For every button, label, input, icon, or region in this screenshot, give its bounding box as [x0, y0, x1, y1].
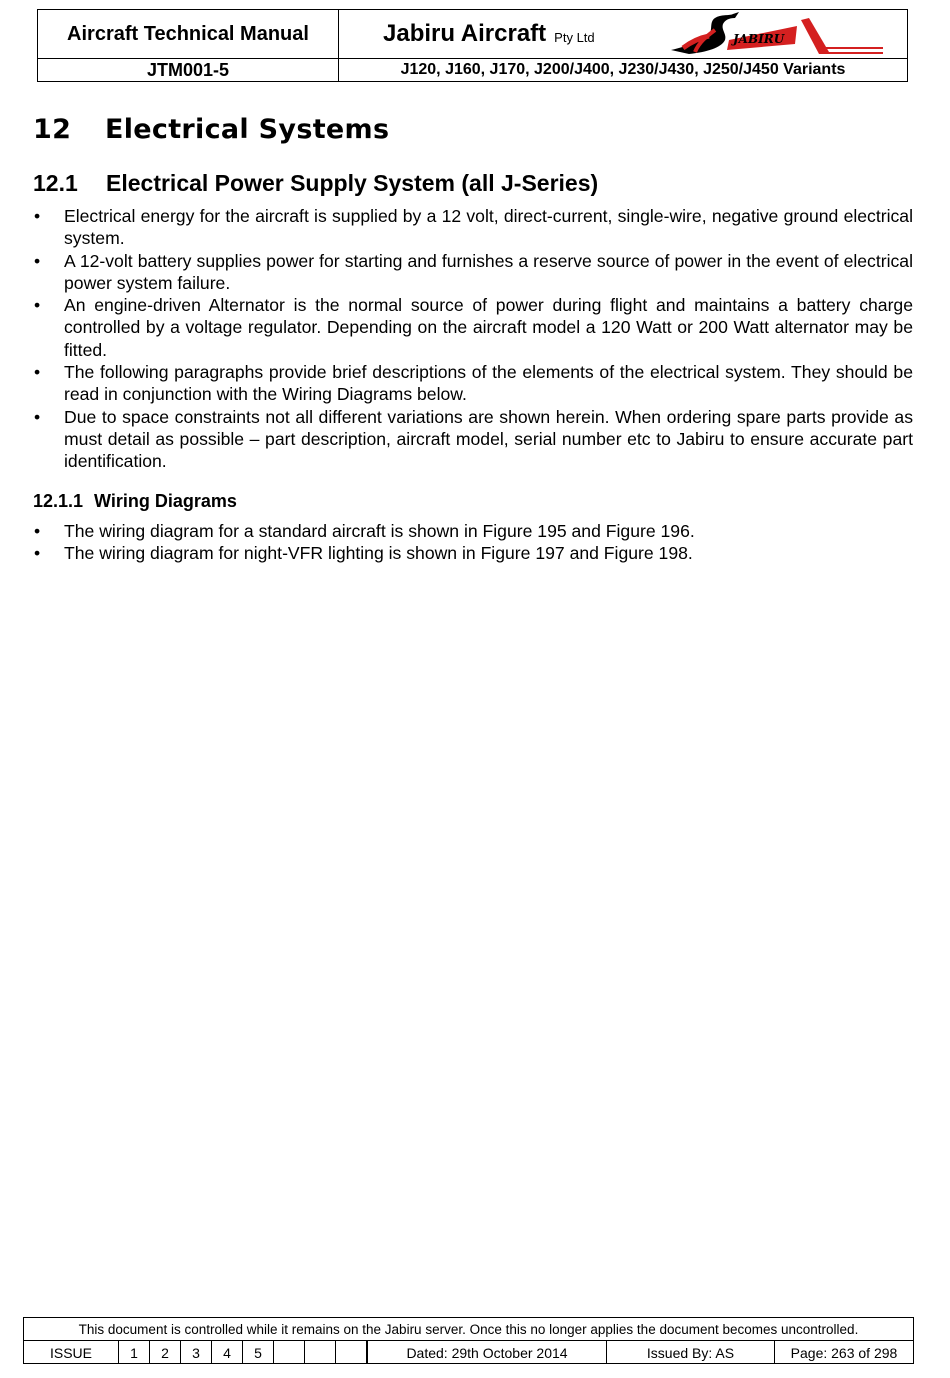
variants-cell	[339, 58, 907, 82]
page-number-cell: Page: 263 of 298	[790, 1344, 898, 1361]
bullet-icon: •	[34, 206, 41, 226]
issue-cell	[305, 1341, 336, 1364]
list-item: • The wiring diagram for a standard aircraft is shown in Figure 195 and Figure 196.	[34, 521, 695, 541]
control-note: This document is controlled while it remains on the Jabiru server. Once this no longer applies the document becomes uncontrolled.	[24, 1318, 913, 1341]
issue-cell: 2	[150, 1341, 181, 1364]
list-item: • The following paragraphs provide brief descriptions of the elements of the electrical system. They should be read in conjunction with the Wiring Diagrams below.	[34, 362, 913, 405]
subsubsection-title: Wiring Diagrams	[94, 491, 237, 511]
company-cell	[339, 10, 907, 58]
bullet-icon: •	[34, 295, 41, 316]
issue-cell: 1	[119, 1341, 150, 1364]
issue-label: ISSUE	[24, 1341, 119, 1364]
bullet-icon: •	[34, 406, 41, 427]
issued-by-cell: Issued By: AS	[607, 1341, 775, 1364]
company-name: Jabiru Aircraft	[383, 20, 547, 47]
dated-cell: Dated: 29th October 2014	[367, 1341, 607, 1364]
issue-cell: 5	[243, 1341, 274, 1364]
bullet-icon: •	[34, 543, 41, 564]
header-row-top	[38, 10, 907, 59]
bullet-icon: •	[34, 362, 41, 383]
list-item: • A 12-volt battery supplies power for starting and furnishes a reserve source of power in the event of electrical power system failure.	[34, 250, 913, 293]
header-row-bottom	[38, 58, 907, 82]
list-item: • Electrical energy for the aircraft is supplied by a 12 volt, direct-current, single-wire, negative ground electrical system.	[34, 206, 913, 249]
document-footer	[23, 1317, 914, 1364]
subsection-title: Electrical Power Supply System (all J-Series)	[106, 170, 599, 196]
bullet-icon: •	[34, 521, 41, 541]
issue-cell	[336, 1341, 367, 1364]
subsubsection-heading	[33, 491, 237, 512]
issue-cell	[274, 1341, 305, 1364]
bullet-icon: •	[34, 250, 41, 271]
issue-cell: 4	[212, 1341, 243, 1364]
company-suffix: Pty Ltd	[554, 29, 595, 45]
manual-title: Aircraft Technical Manual	[38, 10, 339, 58]
subsection-heading	[33, 170, 598, 197]
issue-cell: 3	[181, 1341, 212, 1364]
list-item: • The wiring diagram for night-VFR lighting is shown in Figure 197 and Figure 198.	[34, 543, 693, 564]
section-heading	[33, 114, 389, 145]
power-supply-bullet-list	[33, 205, 913, 473]
wiring-diagram-bullet-list	[33, 520, 913, 565]
section-title: Electrical Systems	[105, 114, 390, 145]
variants-text: J120, J160, J170, J200/J400, J230/J430, J250/J450 Variants	[400, 61, 846, 78]
document-header	[37, 9, 908, 82]
list-item: • An engine-driven Alternator is the normal source of power during flight and maintains a battery charge controlled by a voltage regulator. Depending on the aircraft model a 120 Watt or 200 Watt alternator may be fitted.	[34, 295, 913, 360]
jabiru-logo	[669, 10, 885, 57]
doc-number: JTM001-5	[38, 58, 339, 82]
list-item: • Due to space constraints not all different variations are shown herein. When ordering spare parts provide as must detail as possible – part description, aircraft model, serial number etc to Jabiru to ensure accurate part identification.	[34, 406, 913, 472]
subsection-number: 12.1	[33, 170, 78, 196]
svg-text:JABIRU: JABIRU	[733, 32, 785, 46]
subsubsection-number: 12.1.1	[33, 491, 84, 511]
section-number: 12	[33, 114, 72, 145]
